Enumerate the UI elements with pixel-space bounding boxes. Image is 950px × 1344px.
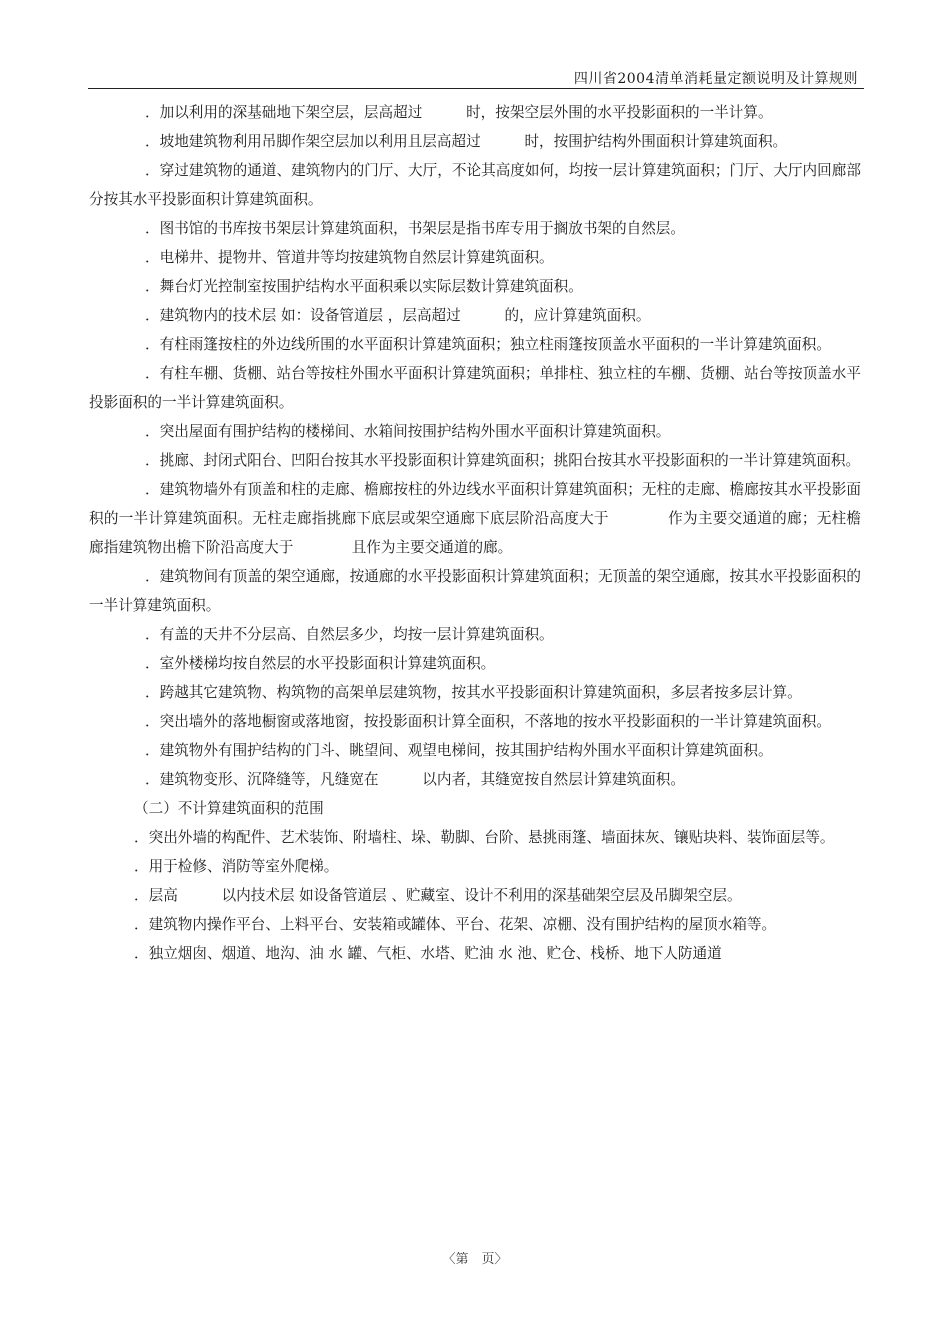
paragraph: ．跨越其它建筑物、构筑物的高架单层建筑物，按其水平投影面积计算建筑面积，多层者按多层计算。 [145, 684, 802, 701]
paragraph: （二）不计算建筑面积的范围 [134, 800, 324, 817]
paragraph: ．舞台灯光控制室按围护结构水平面积乘以实际层数计算建筑面积。 [145, 278, 583, 295]
paragraph: ．穿过建筑物的通道、建筑物内的门厅、大厅，不论其高度如何，均按一层计算建筑面积；门厅、大厅内回廊部分按其水平投影面积计算建筑面积。 [89, 162, 861, 208]
paragraph: ．建筑物墙外有顶盖和柱的走廊、檐廊按柱的外边线水平面积计算建筑面积；无柱的走廊、檐廊按其水平投影面积的一半计算建筑面积。无柱走廊指挑廊下底层或架空通廊下底层阶沿高度大于 作为主要交通道的廊；无柱檐廊指建筑物出檐下阶沿高度大于 且作为主要交通道的廊。 [89, 481, 861, 556]
paragraph: ．层高 以内技术层 如设备管道层 、贮藏室、设计不利用的深基础架空层及吊脚架空层。 [134, 887, 742, 904]
page-header [88, 66, 864, 89]
paragraph: ．突出屋面有围护结构的楼梯间、水箱间按围护结构外围水平面积计算建筑面积。 [145, 423, 671, 440]
paragraph: ．突出外墙的构配件、艺术装饰、附墙柱、垛、勒脚、台阶、悬挑雨篷、墙面抹灰、镶贴块料、装饰面层等。 [134, 829, 835, 846]
paragraph: ．挑廊、封闭式阳台、凹阳台按其水平投影面积计算建筑面积；挑阳台按其水平投影面积的一半计算建筑面积。 [145, 452, 861, 469]
paragraph: ．建筑物外有围护结构的门斗、眺望间、观望电梯间，按其围护结构外围水平面积计算建筑面积。 [145, 742, 773, 759]
paragraph: ．有柱车棚、货棚、站台等按柱外围水平面积计算建筑面积；单排柱、独立柱的车棚、货棚、站台等按顶盖水平投影面积的一半计算建筑面积。 [89, 365, 861, 411]
paragraph: ．建筑物变形、沉降缝等，凡缝宽在 以内者，其缝宽按自然层计算建筑面积。 [145, 771, 685, 788]
paragraph: ．有柱雨篷按柱的外边线所围的水平面积计算建筑面积；独立柱雨篷按顶盖水平面积的一半计算建筑面积。 [145, 336, 831, 353]
paragraph: ．建筑物内的技术层 如：设备管道层 ，层高超过 的，应计算建筑面积。 [145, 307, 651, 324]
paragraph: ．有盖的天井不分层高、自然层多少，均按一层计算建筑面积。 [145, 626, 554, 643]
paragraph: ．加以利用的深基础地下架空层，层高超过 时，按架空层外围的水平投影面积的一半计算。 [145, 104, 773, 121]
paragraph: ．电梯井、提物井、管道井等均按建筑物自然层计算建筑面积。 [145, 249, 554, 266]
paragraph: ．突出墙外的落地橱窗或落地窗，按投影面积计算全面积，不落地的按水平投影面积的一半计算建筑面积。 [145, 713, 831, 730]
paragraph: ．图书馆的书库按书架层计算建筑面积，书架层是指书库专用于搁放书架的自然层。 [145, 220, 685, 237]
paragraph: ．用于检修、消防等室外爬梯。 [134, 858, 339, 875]
paragraph: ．坡地建筑物利用吊脚作架空层加以利用且层高超过 时，按围护结构外围面积计算建筑面积。 [145, 133, 788, 150]
paragraph: ．室外楼梯均按自然层的水平投影面积计算建筑面积。 [145, 655, 496, 672]
paragraph: ．建筑物间有顶盖的架空通廊，按通廊的水平投影面积计算建筑面积；无顶盖的架空通廊，按其水平投影面积的一半计算建筑面积。 [89, 568, 861, 614]
header-title: 四川省2004清单消耗量定额说明及计算规则 [573, 71, 858, 87]
paragraph: ．独立烟囱、烟道、地沟、油 水 罐、气柜、水塔、贮油 水 池、贮仓、栈桥、地下人防通道 [134, 945, 722, 962]
document-body [89, 98, 861, 968]
page-footer: 〈第 页〉 [442, 1252, 508, 1267]
paragraph: ．建筑物内操作平台、上料平台、安装箱或罐体、平台、花架、凉棚、没有围护结构的屋顶水箱等。 [134, 916, 777, 933]
